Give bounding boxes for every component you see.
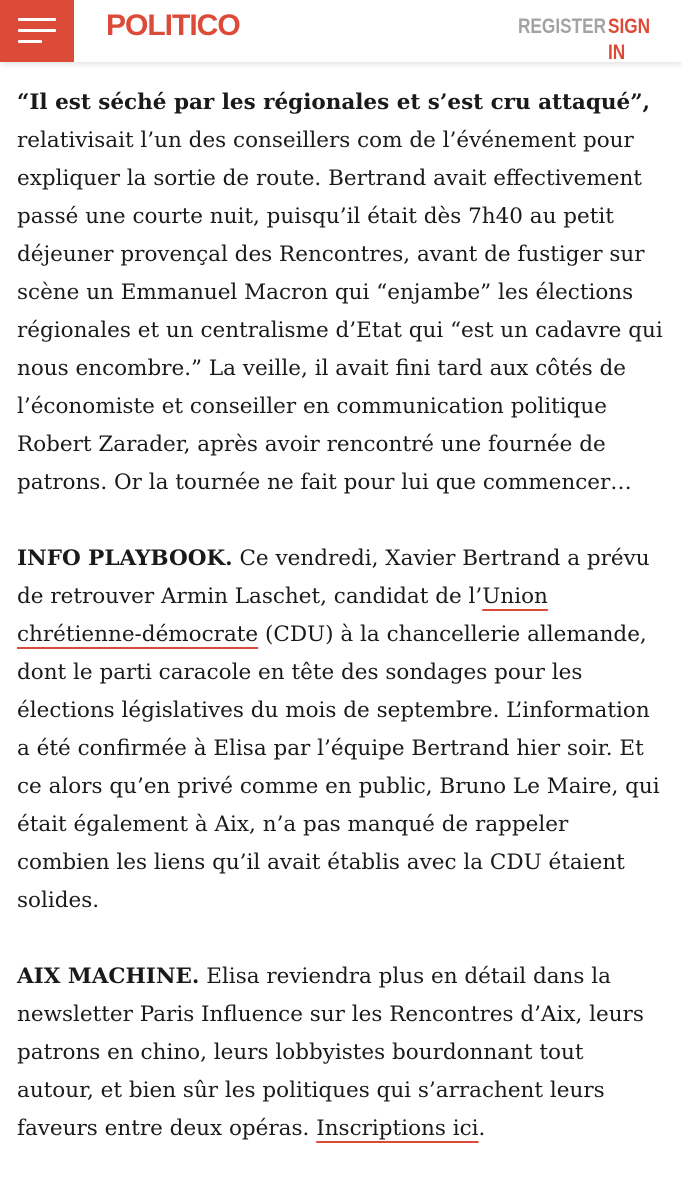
paragraph-text: (CDU) à la chancellerie allemande, dont le parti caracole en tête des sondages pour les élections législatives du mois de septembre. L’information a été confirmée à Elisa par l’équipe Bertrand hier soir. Et ce alors qu’en privé comme en public, Bruno Le Maire, qui était également à Aix, n’a pas manqué de rappeler combien les liens qu’il avait établis avec la CDU étaient solides. (17, 622, 660, 913)
article-body (17, 84, 667, 1186)
link-inscriptions[interactable]: Inscriptions ici (316, 1116, 479, 1141)
menu-button[interactable] (0, 0, 74, 62)
paragraph-text: Elisa reviendra plus en détail dans la newsletter Paris Influence sur les Rencontres d’Aix, leurs patrons en chino, leurs lobbyistes bourdonnant tout autour, et bien sûr les politiques qui s’arrachent leurs faveurs entre deux opéras. (17, 964, 644, 1141)
article-paragraph-1 (17, 84, 667, 502)
hamburger-menu-icon-bar-2 (18, 29, 56, 32)
article-paragraph-2 (17, 540, 667, 920)
paragraph-text: . (478, 1116, 486, 1141)
section-label-info-playbook: INFO PLAYBOOK. (17, 546, 233, 571)
link-union-chretienne-democrate[interactable]: Union chrétienne-démocrate (17, 584, 548, 647)
section-label-aix-machine: AIX MACHINE. (17, 964, 200, 989)
site-header (0, 0, 682, 62)
register-link[interactable]: REGISTER (518, 15, 607, 38)
politico-logo[interactable]: POLITICO (106, 9, 240, 42)
hamburger-menu-icon (18, 18, 56, 21)
paragraph-text: Ce vendredi, Xavier Bertrand a prévu de retrouver Armin Laschet, candidat de l’ (17, 546, 650, 609)
sign-in-link[interactable]: SIGN IN (608, 15, 651, 64)
article-paragraph-3 (17, 958, 667, 1148)
paragraph-text: relativisait l’un des conseillers com de l’événement pour expliquer la sortie de route. Bertrand avait effectivement passé une courte nuit, puisqu’il était dès 7h40 au petit déjeuner provençal des Rencontres, avant de fustiger sur scène un Emmanuel Macron qui “enjambe” les élections régionales et un centralisme d’Etat qui “est un cadavre qui nous encombre.” La veille, il avait fini tard aux côtés de l’économiste et conseiller en communication politique Robert Zarader, après avoir rencontré une fournée de patrons. Or la tournée ne fait pour lui que commencer… (17, 128, 663, 495)
hamburger-menu-icon-bar-3 (18, 40, 42, 43)
pull-quote: “Il est séché par les régionales et s’est cru attaqué”, (17, 90, 651, 115)
